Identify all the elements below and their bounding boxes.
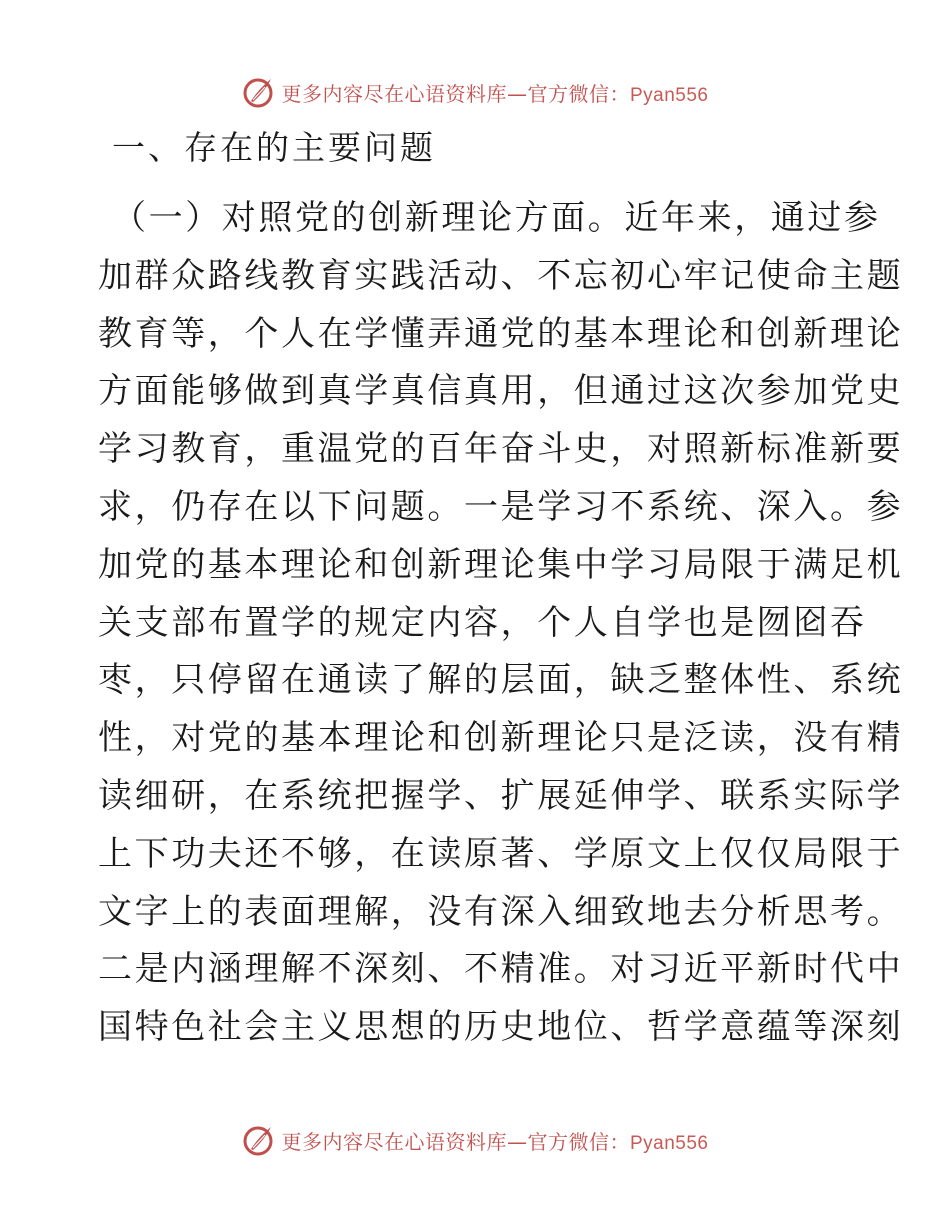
paragraph-line: 教育等，个人在学懂弄通党的基本理论和创新理论 — [98, 313, 904, 354]
banner-text — [281, 78, 708, 107]
paragraph-line: 枣，只停留在通读了解的层面，缺乏整体性、系统 — [98, 660, 904, 701]
paragraph-line: （一）对照党的创新理论方面。近年来，通过参 — [112, 198, 881, 238]
feather-logo-icon — [241, 1123, 275, 1157]
paragraph-line: 方面能够做到真学真信真用，但通过这次参加党史 — [98, 371, 904, 412]
banner-label: 更多内容尽在心语资料库—官方微信： — [281, 1129, 630, 1154]
paragraph-line: 读细研，在系统把握学、扩展延伸学、联系实际学 — [98, 775, 904, 816]
paragraph-line: 加群众路线教育实践活动、不忘初心牢记使命主题 — [98, 255, 904, 296]
paragraph-line: 求，仍存在以下问题。一是学习不系统、深入。参 — [98, 486, 904, 527]
body-paragraph — [98, 190, 904, 1057]
paragraph-line: 关支部布置学的规定内容，个人自学也是囫囵吞 — [98, 602, 867, 643]
footer-watermark-banner — [0, 1120, 950, 1160]
header-watermark-banner — [0, 72, 950, 112]
paragraph-line: 学习教育，重温党的百年奋斗史，对照新标准新要 — [98, 429, 904, 470]
paragraph-line: 上下功夫还不够，在读原著、学原文上仅仅局限于 — [98, 833, 904, 874]
paragraph-line: 加党的基本理论和创新理论集中学习局限于满足机 — [98, 544, 904, 585]
banner-text — [281, 1126, 708, 1155]
banner-label: 更多内容尽在心语资料库—官方微信： — [281, 81, 630, 106]
paragraph-line: 国特色社会主义思想的历史地位、哲学意蕴等深刻 — [98, 1007, 904, 1048]
wechat-id: Pyan556 — [629, 1132, 709, 1154]
paragraph-line: 文字上的表面理解，没有深入细致地去分析思考。 — [98, 891, 904, 932]
wechat-id: Pyan556 — [629, 84, 709, 106]
paragraph-line: 二是内涵理解不深刻、不精准。对习近平新时代中 — [98, 949, 904, 990]
feather-logo-icon — [241, 75, 275, 109]
section-heading: 一、存在的主要问题 — [112, 128, 436, 167]
paragraph-line: 性，对党的基本理论和创新理论只是泛读，没有精 — [98, 718, 904, 759]
